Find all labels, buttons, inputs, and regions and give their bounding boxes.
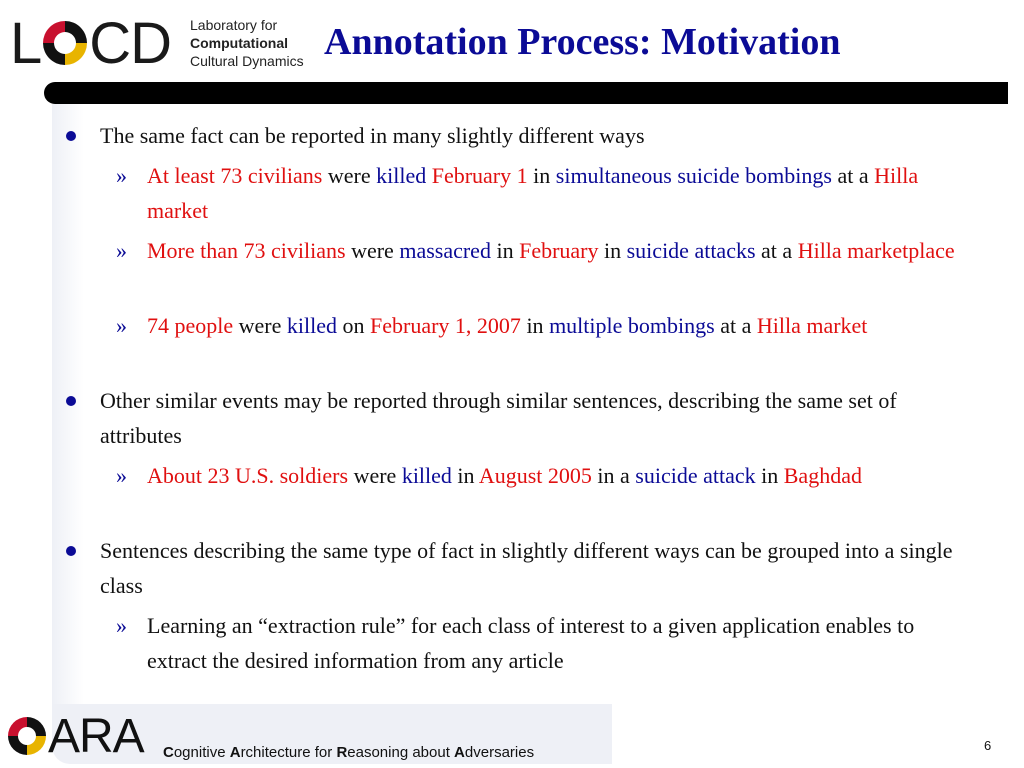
logo-letter-l: L — [10, 10, 42, 76]
lab-name-line2: Computational — [190, 35, 288, 51]
title-divider-bar — [44, 82, 1008, 104]
maryland-flag-c-icon — [8, 717, 46, 755]
tagline-initial: C — [163, 744, 174, 761]
bullet-text: Sentences describing the same type of fact in slightly different ways can be grouped into a single class — [100, 538, 953, 598]
phrase: were — [322, 163, 377, 188]
phrase-red: Hilla market — [756, 313, 868, 338]
phrase-blue: massacred — [399, 238, 491, 263]
lccd-logo-mark — [10, 8, 171, 78]
sub-bullet-marker: » — [116, 238, 127, 263]
phrase-red: February 1 — [431, 163, 528, 188]
lab-name — [190, 16, 304, 70]
phrase-red: Hilla market — [147, 163, 919, 223]
sub-item-text — [147, 308, 967, 343]
tagline-initial: R — [336, 744, 348, 761]
bullet-text: The same fact can be reported in many slightly different ways — [100, 123, 645, 148]
phrase-red: Hilla marketplace — [797, 238, 955, 263]
cara-logo-text: ARA — [48, 709, 144, 763]
phrase-red: August 2005 — [478, 463, 592, 488]
sub-bullet-marker: » — [116, 163, 127, 188]
phrase-blue: killed — [401, 463, 452, 488]
phrase-red: More than 73 civilians — [147, 238, 346, 263]
phrase: at a — [831, 163, 875, 188]
phrase: in a — [591, 463, 636, 488]
phrase-blue: simultaneous suicide bombings — [555, 163, 832, 188]
tagline-initial: A — [454, 744, 465, 761]
sub-bullet-marker: » — [116, 463, 127, 488]
phrase: were — [345, 238, 400, 263]
cara-tagline — [163, 744, 534, 761]
sub-item-text — [147, 158, 967, 228]
lab-name-line1: Laboratory for — [190, 17, 278, 33]
lccd-logo — [0, 0, 312, 88]
tagline-part: rchitecture for — [240, 744, 337, 761]
sub-bullet-marker: » — [116, 313, 127, 338]
phrase: on — [337, 313, 371, 338]
phrase: were — [348, 463, 402, 488]
phrase: were — [233, 313, 287, 338]
sub-item-text — [147, 233, 967, 268]
phrase-red: About 23 U.S. soldiers — [147, 463, 349, 488]
phrase: in — [520, 313, 550, 338]
sub-bullet-marker: » — [116, 613, 127, 638]
tagline-part: dversaries — [464, 744, 535, 761]
phrase: in — [527, 163, 556, 188]
sub-item-text — [147, 458, 967, 493]
phrase: in — [598, 238, 627, 263]
phrase-red: February 1, 2007 — [370, 313, 521, 338]
phrase-blue: suicide attacks — [626, 238, 756, 263]
page-number: 6 — [984, 738, 992, 753]
phrase: in — [451, 463, 479, 488]
phrase: in — [490, 238, 520, 263]
phrase-blue: killed — [286, 313, 338, 338]
phrase-red: Baghdad — [783, 463, 862, 488]
phrase-blue: killed — [376, 163, 427, 188]
bullet-dot-icon — [66, 396, 76, 406]
logo-letter-d: D — [130, 10, 172, 76]
maryland-flag-o-icon — [43, 21, 87, 65]
tagline-initial: A — [229, 744, 241, 761]
cara-logo — [8, 709, 144, 763]
phrase: at a — [755, 238, 798, 263]
tagline-part: ognitive — [173, 744, 230, 761]
lab-name-line3: Cultural Dynamics — [190, 53, 304, 69]
phrase-blue: suicide attack — [635, 463, 756, 488]
tagline-part: easoning about — [347, 744, 455, 761]
bullet-text: Other similar events may be reported through similar sentences, describing the same set of attributes — [100, 388, 897, 448]
bullet-dot-icon — [66, 546, 76, 556]
phrase-red: At least 73 civilians — [147, 163, 323, 188]
phrase: at a — [714, 313, 757, 338]
bullet-dot-icon — [66, 131, 76, 141]
phrase-red: 74 people — [147, 313, 234, 338]
slide-title: Annotation Process: Motivation — [324, 21, 841, 63]
phrase-blue: multiple bombings — [549, 313, 715, 338]
sub-item-text: Learning an “extraction rule” for each class of interest to a given application enables to extract the desired information from any article — [147, 613, 915, 673]
logo-letter-c: C — [89, 10, 131, 76]
phrase: in — [755, 463, 784, 488]
phrase-red: February — [519, 238, 599, 263]
